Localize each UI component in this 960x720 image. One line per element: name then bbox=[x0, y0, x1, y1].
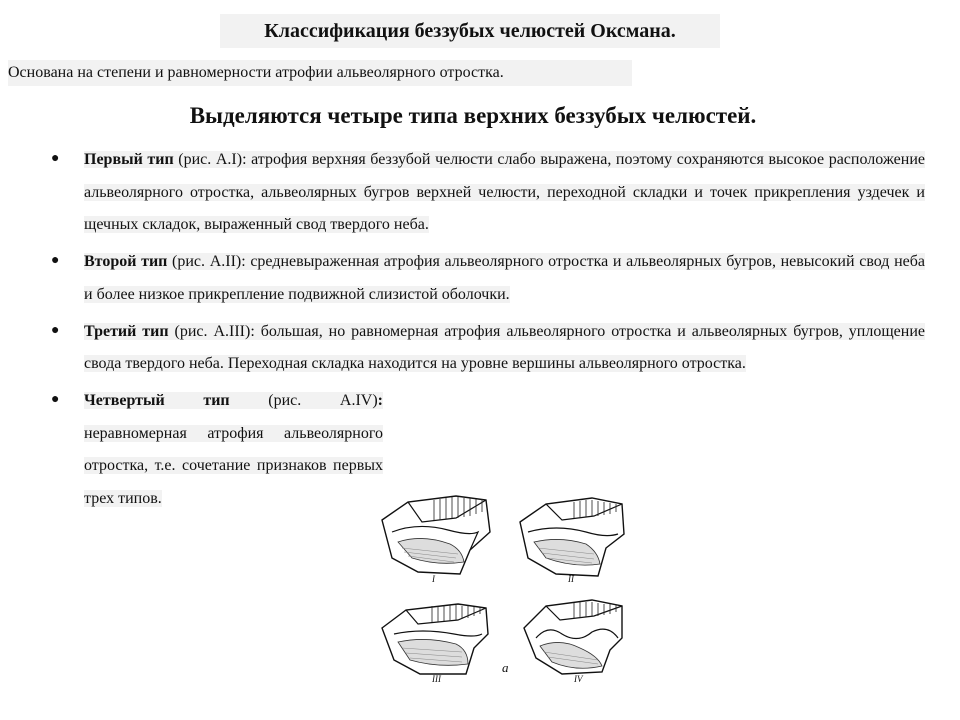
jaw-drawing-type-2 bbox=[520, 498, 624, 576]
list-item-text bbox=[84, 316, 925, 381]
type-term: Четвертый тип bbox=[84, 391, 230, 409]
figure-caption: а bbox=[502, 660, 509, 675]
figure-label-2: II bbox=[568, 574, 574, 584]
bullet-dot-icon: ● bbox=[51, 322, 60, 338]
figure-label-3: III bbox=[432, 674, 441, 684]
type-description: (рис. A.II): средневыраженная атрофия альвеолярного отростка и альвеолярных бугров, невысокий свод неба и более низкое прикрепление подвижной слизистой оболочки. bbox=[84, 253, 926, 303]
figure-label-1: I bbox=[432, 574, 435, 584]
list-item-type-2 bbox=[40, 246, 925, 311]
section-heading: Выделяются четыре типа верхних беззубых челюстей. bbox=[189, 103, 757, 128]
slide-subtitle: Основана на степени и равномерности атрофии альвеолярного отростка. bbox=[8, 60, 632, 86]
jaw-drawing-type-4 bbox=[524, 600, 622, 674]
list-item-type-3 bbox=[40, 316, 925, 381]
list-item-text bbox=[84, 144, 925, 242]
list-item-type-1 bbox=[40, 144, 925, 242]
jaw-types-figure bbox=[370, 482, 640, 697]
type-term: Третий тип bbox=[84, 322, 169, 340]
type-description-2: неравномерная атрофия альвеолярного отростка, т.е. сочетание признаков первых трех типов. bbox=[84, 424, 383, 508]
type-description: (рис. A.III): большая, но равномерная атрофия альвеолярного отростка и альвеолярных бугров, уплощение свода твердого неба. Переходная складка находится на уровне вершины альвеолярного отростка. bbox=[84, 322, 926, 373]
type-colon: : bbox=[377, 391, 383, 409]
type-description: (рис. A.IV) bbox=[229, 391, 378, 409]
type-term: Второй тип bbox=[84, 253, 168, 271]
jaw-drawing-type-3 bbox=[382, 604, 488, 674]
bullet-dot-icon: ● bbox=[51, 151, 60, 166]
jaw-drawing-type-1 bbox=[382, 496, 490, 574]
bullet-dot-icon: ● bbox=[51, 253, 60, 269]
figure-label-4: IV bbox=[574, 674, 583, 684]
type-term: Первый тип bbox=[84, 151, 174, 168]
list-item-text bbox=[84, 246, 925, 311]
type-description: (рис. A.I): атрофия верхняя беззубой челюсти слабо выражена, поэтому сохраняются высокое расположение альвеолярного отростка, альвеолярных бугров верхней челюсти, переходной складки и точек прикрепления уздечек и щечных складок, выраженный свод твердого неба. bbox=[84, 151, 926, 234]
bullet-dot-icon: ● bbox=[51, 391, 60, 407]
types-list bbox=[40, 144, 925, 520]
list-item-text bbox=[84, 385, 383, 516]
slide-title: Классификация беззубых челюстей Оксмана. bbox=[220, 14, 720, 48]
